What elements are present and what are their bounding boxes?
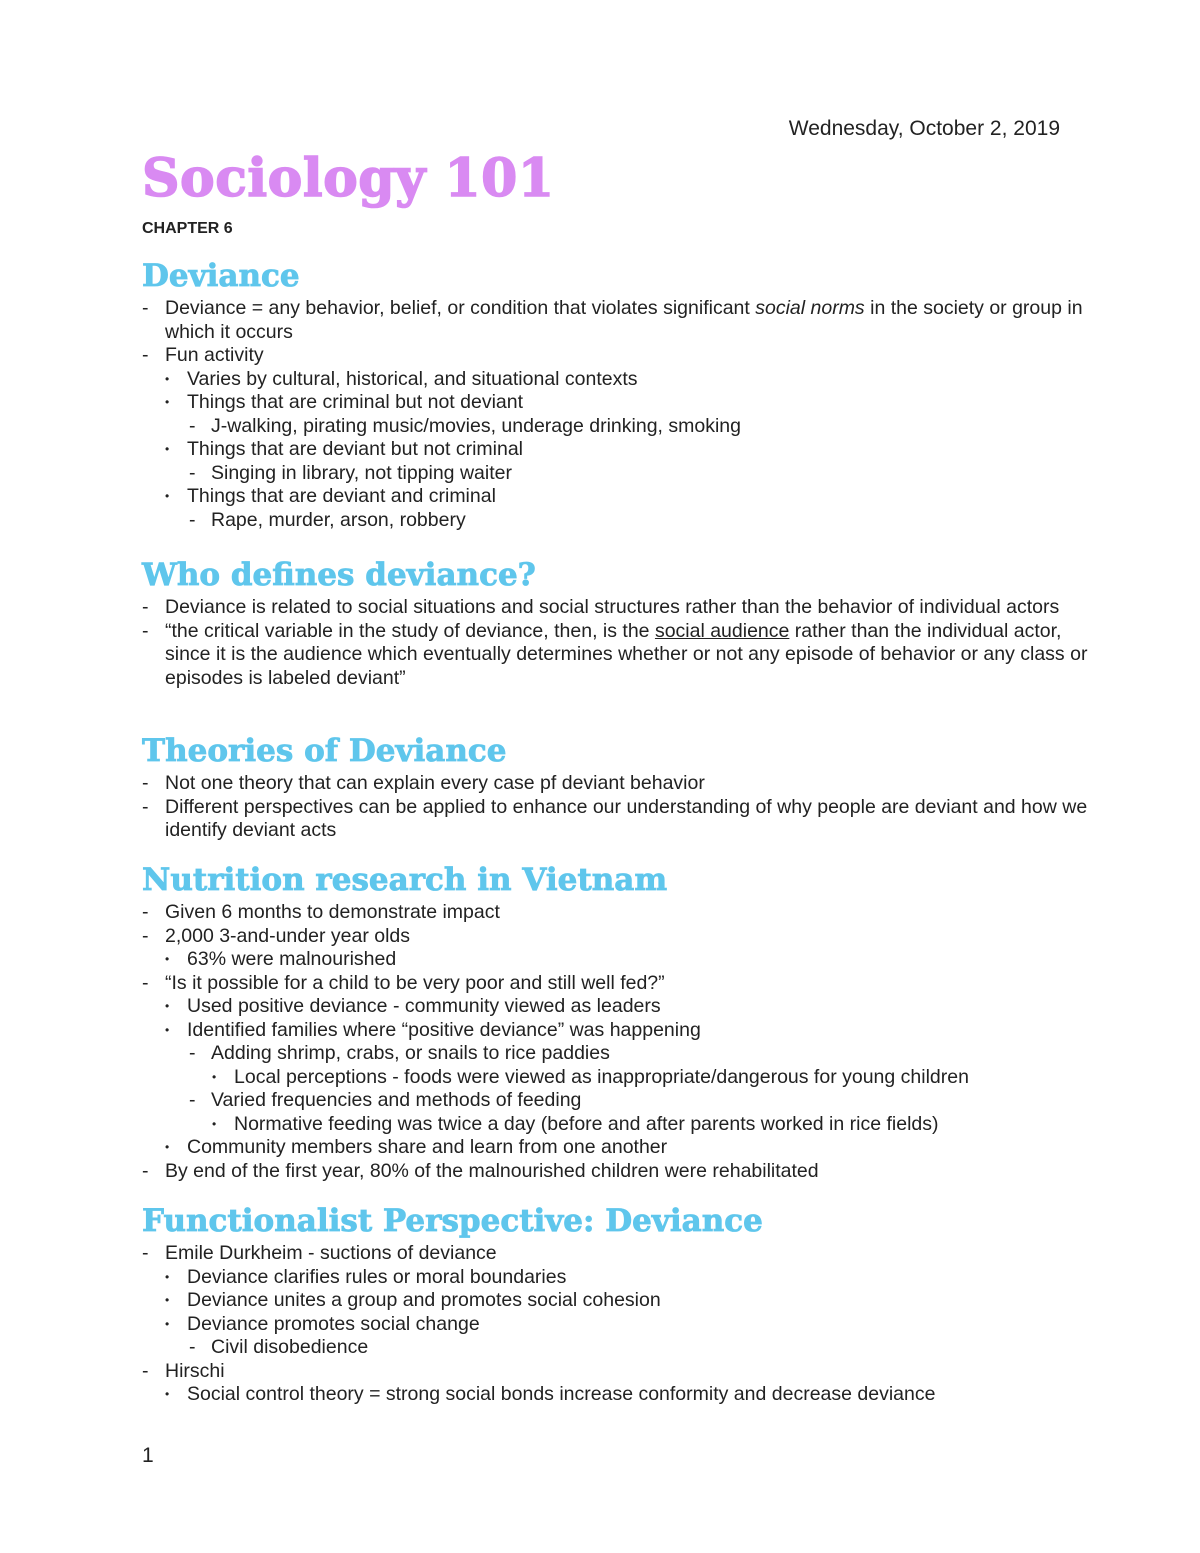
list-item [142,344,1092,368]
list-item [142,462,1092,486]
section-heading-functionalist: Functionalist Perspective: Deviance [142,1203,763,1239]
item-text: “Is it possible for a child to be very poor and still well fed?” [165,971,665,994]
item-text: Fun activity [165,344,264,367]
item-text: Things that are deviant but not criminal [187,438,524,461]
item-text: Deviance unites a group and promotes social cohesion [187,1289,661,1312]
list-item [142,972,1092,996]
page-number: 1 [142,1444,154,1467]
list-item [142,509,1092,533]
dash-marker: - [142,619,149,642]
bullet-marker: • [165,999,170,1014]
item-text: Hirschi [165,1359,225,1382]
list-item [142,297,1092,344]
dash-marker: - [142,772,149,795]
bullet-marker: • [165,1293,170,1308]
bullet-marker: • [212,1069,217,1084]
section-functionalist [142,1203,1092,1407]
list-item [142,1242,1092,1266]
list-item [142,1019,1092,1043]
dash-marker: - [189,461,196,484]
dash-marker: - [142,795,149,818]
dash-marker: - [142,344,149,367]
dash-marker: - [142,1242,149,1265]
item-text: in the society or group in which it occurs [165,297,1083,343]
list-item [142,1266,1092,1290]
section-heading-who-defines: Who defines deviance? [142,557,536,593]
list-item [142,1042,1092,1066]
item-text: Not one theory that can explain every case pf deviant behavior [165,772,705,795]
list-item [142,948,1092,972]
list-item [142,1089,1092,1113]
item-text: Adding shrimp, crabs, or snails to rice paddies [211,1042,610,1065]
item-text: Deviance clarifies rules or moral boundaries [187,1265,567,1288]
list-item [142,796,1092,843]
item-text: Given 6 months to demonstrate impact [165,901,500,924]
item-text: Used positive deviance - community viewed as leaders [187,995,661,1018]
item-text: “the critical variable in the study of deviance, then, is the [165,619,655,642]
bullet-marker: • [165,952,170,967]
item-text: Civil disobedience [211,1336,369,1359]
section-who-defines [142,557,1092,690]
list-item [142,368,1092,392]
item-text: Deviance promotes social change [187,1312,480,1335]
dash-marker: - [142,971,149,994]
list-item [142,1360,1092,1384]
who-defines-list [142,596,1092,690]
item-text: rather than the individual actor, since it is the audience which eventually determines whether or not any episode of behavior or any class or episodes is labeled deviant” [165,619,1088,689]
dash-marker: - [142,596,149,619]
list-item [142,596,1092,620]
underlined-text: social audience [654,619,790,642]
item-text: Emile Durkheim - suctions of deviance [165,1242,497,1265]
theories-list [142,772,1092,843]
item-text: Rape, murder, arson, robbery [211,508,466,531]
emphasis-text: social norms [755,297,865,320]
item-text: By end of the first year, 80% of the malnourished children were rehabilitated [165,1159,819,1182]
item-text: Community members share and learn from one another [187,1136,668,1159]
nutrition-list [142,901,1092,1183]
section-heading-theories: Theories of Deviance [142,733,507,769]
bullet-marker: • [165,489,170,504]
dash-marker: - [189,414,196,437]
dash-marker: - [142,1359,149,1382]
item-text: Identified families where “positive deviance” was happening [187,1018,701,1041]
item-text: Varied frequencies and methods of feeding [211,1089,582,1112]
list-item [142,438,1092,462]
dash-marker: - [189,1336,196,1359]
bullet-marker: • [165,1022,170,1037]
item-text: Deviance = any behavior, belief, or condition that violates significant [165,297,756,320]
item-text: Local perceptions - foods were viewed as inappropriate/dangerous for young children [234,1065,969,1088]
bullet-marker: • [165,371,170,386]
item-text: 2,000 3-and-under year olds [165,924,410,947]
list-item [142,1383,1092,1407]
list-item [142,1160,1092,1184]
list-item [142,485,1092,509]
bullet-marker: • [165,1140,170,1155]
list-item [142,1313,1092,1337]
list-item [142,1136,1092,1160]
chapter-label: CHAPTER 6 [142,220,233,237]
item-text: Varies by cultural, historical, and situational contexts [187,367,638,390]
bullet-marker: • [165,1387,170,1402]
page-title: Sociology 101 [142,148,555,209]
list-item [142,391,1092,415]
list-item [142,925,1092,949]
list-item [142,415,1092,439]
item-text: 63% were malnourished [187,948,397,971]
section-deviance [142,258,1092,532]
dash-marker: - [189,508,196,531]
dash-marker: - [189,1042,196,1065]
item-text: Things that are criminal but not deviant [187,391,524,414]
bullet-marker: • [212,1116,217,1131]
list-item [142,995,1092,1019]
item-text: J-walking, pirating music/movies, underage drinking, smoking [211,414,741,437]
dash-marker: - [142,297,149,320]
item-text: Normative feeding was twice a day (before and after parents worked in rice fields) [234,1112,939,1135]
bullet-marker: • [165,1269,170,1284]
dash-marker: - [189,1089,196,1112]
list-item [142,1289,1092,1313]
item-text: Social control theory = strong social bonds increase conformity and decrease deviance [187,1383,936,1406]
bullet-marker: • [165,442,170,457]
bullet-marker: • [165,395,170,410]
item-text: Different perspectives can be applied to enhance our understanding of why people are deviant and how we identify deviant acts [165,795,1088,842]
dash-marker: - [142,1159,149,1182]
section-theories [142,733,1092,843]
dash-marker: - [142,901,149,924]
list-item [142,1113,1092,1137]
list-item [142,901,1092,925]
section-nutrition [142,862,1092,1183]
item-text: Singing in library, not tipping waiter [211,461,512,484]
functionalist-list [142,1242,1092,1407]
bullet-marker: • [165,1316,170,1331]
section-heading-nutrition: Nutrition research in Vietnam [142,862,668,898]
date-header: Wednesday, October 2, 2019 [788,117,1060,140]
list-item [142,620,1092,691]
item-text: Deviance is related to social situations and social structures rather than the behavior of individual actors [165,596,1060,619]
list-item [142,772,1092,796]
dash-marker: - [142,924,149,947]
item-text: Things that are deviant and criminal [187,485,496,508]
list-item [142,1066,1092,1090]
section-heading-deviance: Deviance [142,258,300,294]
list-item [142,1336,1092,1360]
deviance-list [142,297,1092,532]
